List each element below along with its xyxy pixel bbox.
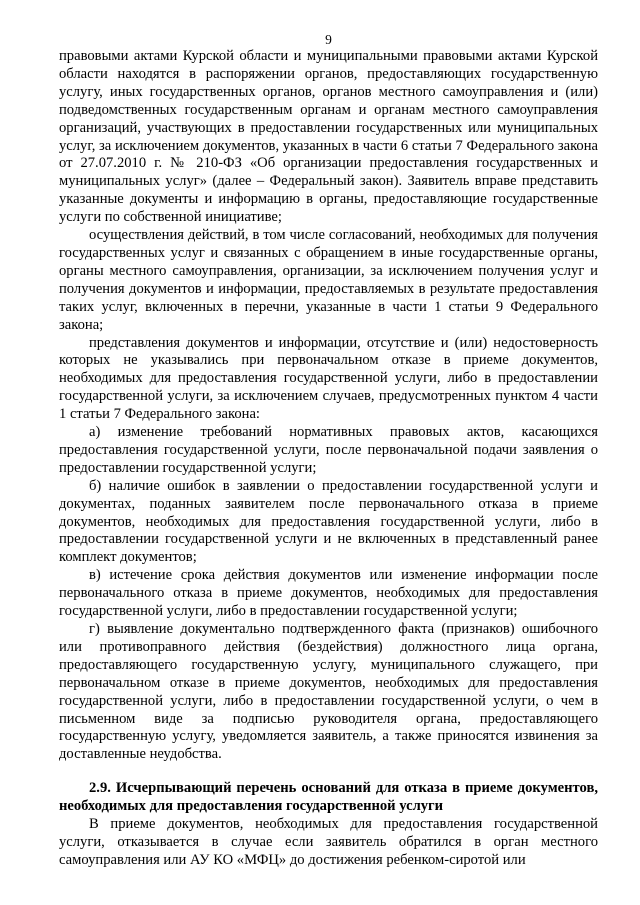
list-item-a: а) изменение требований нормативных правовых актов, касающихся предоставления государственной услуги, после первоначальной подачи заявления о предоставлении государственной услуги; [59, 424, 598, 476]
list-item-g: г) выявление документально подтвержденного факта (признаков) ошибочного или противоправного действия (бездействия) должностного лица органа, предоставляющего государственную услугу, муниципального служащего, при первоначальном отказе в приеме документов, необходимых для предоставления государственной услуги, либо в предоставлении государственной услуги, о чем в письменном виде за подписью руководителя органа, предоставляющего государственную услугу, уведомляется заявитель, а также приносятся извинения за доставленные неудобства. [59, 621, 598, 763]
document-body [59, 48, 598, 870]
list-item-b: б) наличие ошибок в заявлении о предоставлении государственной услуги и документах, поданных заявителем после первоначального отказа в приеме документов, необходимых для предоставления государственной услуги, либо в предоставлении государственной услуги и не включенных в представленный ранее комплект документов; [59, 477, 598, 566]
section-paragraph: В приеме документов, необходимых для предоставления государственной услуги, отказывается в случае если заявитель обратился в орган местного самоуправления или АУ КО «МФЦ» до достижения ребенком-сиротой или [59, 816, 598, 868]
list-item-v: в) истечение срока действия документов или изменение информации после первоначального отказа в приеме документов, необходимых для предоставления государственной услуги, либо в предоставлении государственной услуги; [59, 567, 598, 620]
section-heading: 2.9. Исчерпывающий перечень оснований для отказа в приеме документов, необходимых для предоставления государственной услуги [59, 780, 598, 815]
paragraph-actions: осуществления действий, в том числе согласований, необходимых для получения государственных услуг и связанных с обращением в иные государственные органы, органы местного самоуправления, организации, за исключением получения услуг и получения документов и информации, предоставляемых в результате предоставления таких услуг, включенных в перечни, указанные в части 1 статьи 9 Федерального закона; [59, 227, 598, 333]
paragraph-submission: представления документов и информации, отсутствие и (или) недостоверность которых не указывались при первоначальном отказе в приеме документов, необходимых для предоставления государственной услуги, либо в предоставлении государственной услуги, за исключением случаев, предусмотренных пунктом 4 части 1 статьи 7 Федерального закона: [59, 334, 598, 423]
page-number: 9 [325, 32, 332, 47]
paragraph-continuation: правовыми актами Курской области и муниципальными правовыми актами Курской области находятся в распоряжении органов, предоставляющих государственную услугу, иных государственных органов, органов местного самоуправления и (или) подведомственных государственным органам и органам местного самоуправления организаций, участвующих в предоставлении государственных или муниципальных услуг, за исключением документов, указанных в части 6 статьи 7 Федерального закона от 27.07.2010 г. № 210-ФЗ «Об организации предоставления государственных и муниципальных услуг» (далее – Федеральный закон). Заявитель вправе представить указанные документы и информацию в органы, предоставляющие государственные услуги по собственной инициативе; [59, 48, 598, 226]
